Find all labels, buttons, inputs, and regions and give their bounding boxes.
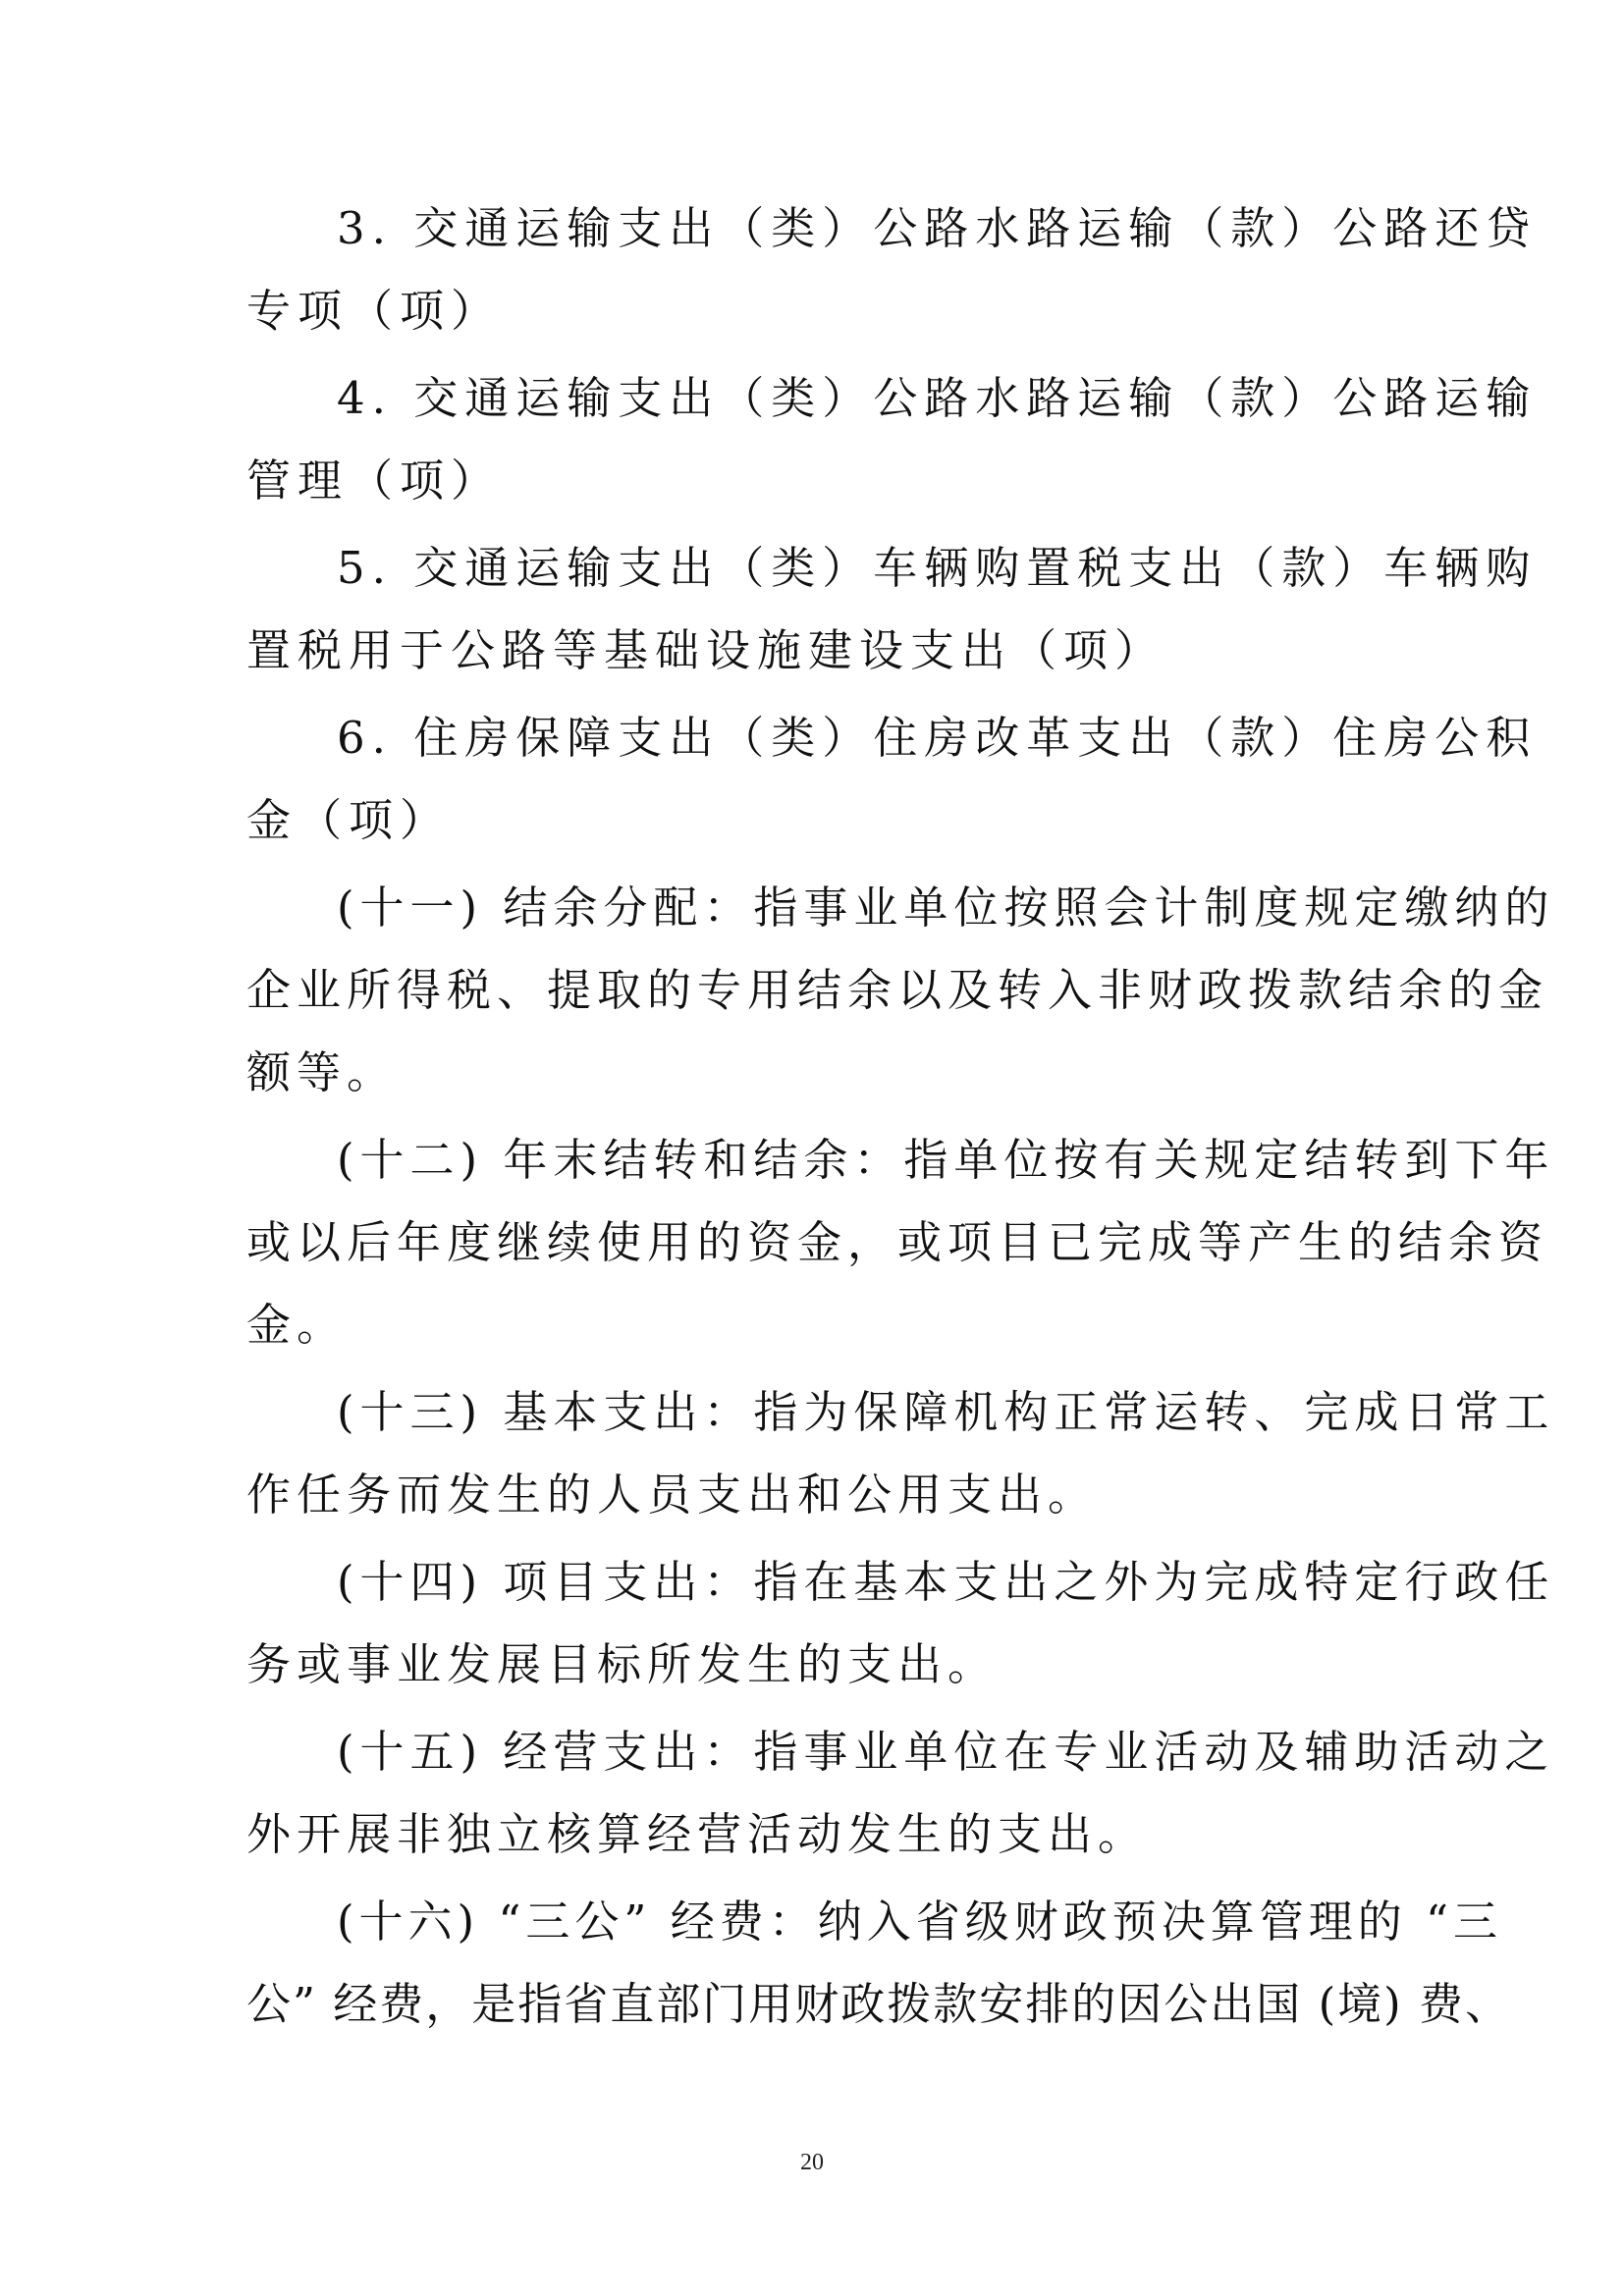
paragraph-line xyxy=(0,1805,1624,1864)
paragraph-line xyxy=(0,1466,1624,1524)
line-text: 5. 交通运输支出（类）车辆购置税支出（款）车辆购 xyxy=(337,542,1538,594)
line-text: 公” 经费，是指省直部门用财政拨款安排的因公出国 (境) 费、 xyxy=(246,1978,1512,2030)
paragraph-line xyxy=(0,369,1624,428)
line-text: 4. 交通运输支出（类）公路水路运输（款）公路运输 xyxy=(337,372,1538,424)
line-text: (十三) 基本支出：指为保障机构正常运转、完成日常工 xyxy=(337,1386,1555,1438)
paragraph-line xyxy=(0,1723,1624,1782)
line-text: 作任务而发生的人员支出和公用支出。 xyxy=(246,1468,1099,1521)
line-text: 3. 交通运输支出（类）公路水路运输（款）公路还贷 xyxy=(337,202,1538,254)
paragraph-line xyxy=(0,1043,1624,1102)
line-text: (十四) 项目支出：指在基本支出之外为完成特定行政任 xyxy=(337,1556,1555,1608)
paragraph-line xyxy=(0,1131,1624,1190)
line-text: 6. 住房保障支出（类）住房改革支出（款）住房公积 xyxy=(337,712,1538,764)
paragraph-line xyxy=(0,1635,1624,1694)
line-text: (十五) 经营支出：指事业单位在专业活动及辅助活动之 xyxy=(337,1726,1555,1778)
line-text: 专项（项） xyxy=(246,285,503,337)
line-text: 企业所得税、提取的专用结余以及转入非财政拨款结余的金 xyxy=(246,964,1549,1016)
line-text: (十二) 年末结转和结余：指单位按有关规定结转到下年 xyxy=(337,1134,1555,1186)
line-text: 务或事业发展目标所发生的支出。 xyxy=(246,1638,999,1690)
paragraph-line xyxy=(0,709,1624,768)
line-text: 外开展非独立核算经营活动发生的支出。 xyxy=(246,1808,1149,1860)
line-text: 或以后年度继续使用的资金，或项目已完成等产生的结余资 xyxy=(246,1216,1549,1268)
paragraph-line xyxy=(0,791,1624,850)
paragraph-line xyxy=(0,539,1624,598)
paragraph-line xyxy=(0,621,1624,680)
paragraph-line xyxy=(0,1893,1624,1951)
paragraph-line xyxy=(0,1553,1624,1612)
paragraph-line xyxy=(0,1383,1624,1442)
line-text: 金（项） xyxy=(246,794,452,846)
line-text: 额等。 xyxy=(246,1046,398,1098)
line-text: 管理（项） xyxy=(246,454,503,507)
line-text: (十一) 结余分配：指事业单位按照会计制度规定缴纳的 xyxy=(337,881,1555,934)
paragraph-line xyxy=(0,961,1624,1020)
paragraph-line xyxy=(0,1296,1624,1355)
page-number: 20 xyxy=(800,2150,824,2175)
line-text: (十六) “三公” 经费：纳入省级财政预决算管理的 “三 xyxy=(337,1896,1503,1948)
paragraph-line xyxy=(0,1213,1624,1272)
paragraph-line xyxy=(0,199,1624,258)
line-text: 置税用于公路等基础设施建设支出（项） xyxy=(246,624,1166,676)
paragraph-line xyxy=(0,282,1624,341)
paragraph-line xyxy=(0,452,1624,510)
paragraph-line xyxy=(0,1975,1624,2034)
line-text: 金。 xyxy=(246,1299,348,1351)
paragraph-line xyxy=(0,879,1624,937)
